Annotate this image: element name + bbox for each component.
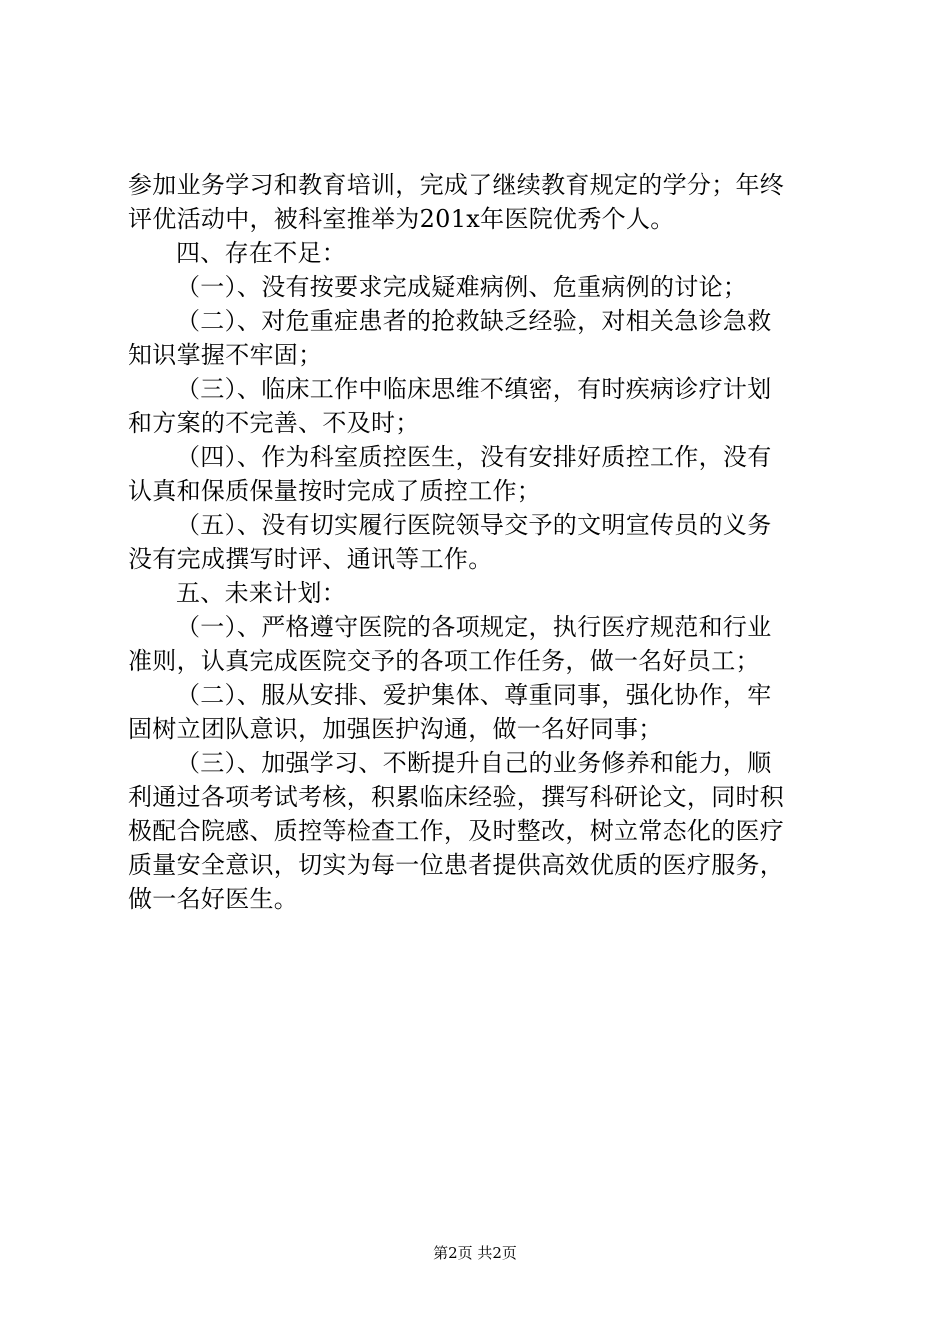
paragraph-line: 参加业务学习和教育培训，完成了继续教育规定的学分；年终 (128, 171, 785, 199)
list-item: （四）、作为科室质控医生，没有安排好质控工作，没有 (176, 443, 772, 471)
paragraph-line: 评优活动中，被科室推举为201x年医院优秀个人。 (128, 205, 675, 233)
list-item-continuation: 知识掌握不牢固； (128, 341, 323, 369)
list-item-continuation: 质量安全意识，切实为每一位患者提供高效优质的医疗服务， (128, 851, 785, 879)
list-item-continuation: 认真和保质保量按时完成了质控工作； (128, 477, 542, 505)
document-body (128, 168, 833, 916)
page-number-footer: 第2页 共2页 (433, 1244, 517, 1262)
list-item: （二）、服从安排、爱护集体、尊重同事，强化协作，牢 (176, 681, 772, 709)
list-item-continuation: 极配合院感、质控等检查工作，及时整改，树立常态化的医疗 (128, 817, 785, 845)
list-item: （三）、临床工作中临床思维不缜密，有时疾病诊疗计划 (176, 375, 772, 403)
list-item-continuation: 利通过各项考试考核，积累临床经验，撰写科研论文，同时积 (128, 783, 785, 811)
section-heading: 四、存在不足： (176, 239, 347, 267)
list-item-continuation: 没有完成撰写时评、通讯等工作。 (128, 545, 493, 573)
list-item-continuation: 和方案的不完善、不及时； (128, 409, 420, 437)
list-item: （二）、对危重症患者的抢救缺乏经验，对相关急诊急救 (176, 307, 772, 335)
list-item: （一）、没有按要求完成疑难病例、危重病例的讨论； (176, 273, 748, 301)
list-item: （三）、加强学习、不断提升自己的业务修养和能力，顺 (176, 749, 772, 777)
section-heading: 五、未来计划： (176, 579, 347, 607)
list-item-continuation: 固树立团队意识，加强医护沟通，做一名好同事； (128, 715, 663, 743)
list-item: （一）、严格遵守医院的各项规定，执行医疗规范和行业 (176, 613, 772, 641)
list-item: （五）、没有切实履行医院领导交予的文明宣传员的义务 (176, 511, 772, 539)
list-item-continuation: 做一名好医生。 (128, 885, 299, 913)
list-item-continuation: 准则，认真完成医院交予的各项工作任务，做一名好员工； (128, 647, 760, 675)
